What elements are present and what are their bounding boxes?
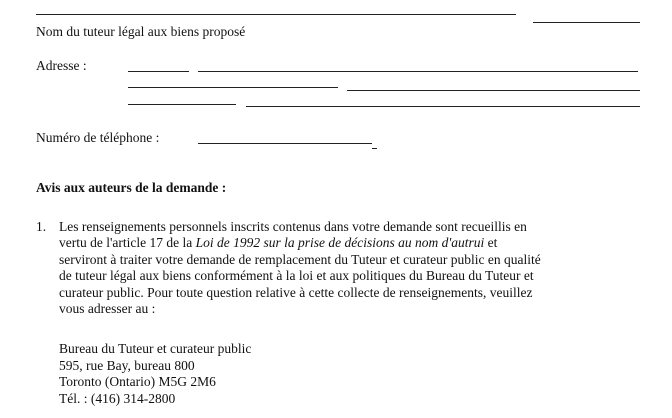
address-field-line-1a[interactable] xyxy=(128,71,189,72)
office-phone: Tél. : (416) 314-2800 xyxy=(59,390,176,406)
notice-item-number: 1. xyxy=(36,219,47,234)
notice-line: vous adresser au : xyxy=(59,301,156,317)
address-field-line-3a[interactable] xyxy=(128,104,236,105)
phone-label: Numéro de téléphone : xyxy=(36,130,160,145)
notice-line: de tuteur légal aux biens conformément à la loi et aux politiques du Bureau du Tuteur et xyxy=(59,268,534,284)
office-street: 595, rue Bay, bureau 800 xyxy=(59,357,195,373)
office-city: Toronto (Ontario) M5G 2M6 xyxy=(59,374,216,389)
notice-line-end: et xyxy=(484,235,498,251)
address-field-line-3b[interactable] xyxy=(246,106,640,107)
notice-paragraph xyxy=(59,219,634,317)
guardian-name-label: Nom du tuteur légal aux biens proposé xyxy=(36,24,246,39)
notice-line: Les renseignements personnels inscrits contenus dans votre demande sont recueillis en xyxy=(59,219,527,234)
top-rule-line xyxy=(36,14,516,15)
law-title: Loi de 1992 sur la prise de décisions au nom d'autrui xyxy=(195,235,485,251)
address-field-line-2a[interactable] xyxy=(128,87,338,88)
address-field-line-1b[interactable] xyxy=(198,71,638,72)
notice-line: curateur public. Pour toute question relative à cette collecte de renseignements, veuillez xyxy=(59,284,533,300)
notice-line: serviront à traiter votre demande de remplacement du Tuteur et curateur public en qualité xyxy=(59,251,541,267)
notice-heading: Avis aux auteurs de la demande : xyxy=(36,180,227,195)
address-field-line-2b[interactable] xyxy=(347,90,640,91)
phone-field-line-tail xyxy=(372,148,377,149)
office-name: Bureau du Tuteur et curateur public xyxy=(59,341,252,356)
notice-line-start: vertu de l'article 17 de la xyxy=(59,235,196,251)
top-rule-line-right xyxy=(533,22,640,23)
address-label: Adresse : xyxy=(36,58,87,73)
office-address-block xyxy=(59,341,251,407)
phone-field-line[interactable] xyxy=(198,143,372,144)
notice-line xyxy=(59,235,634,251)
